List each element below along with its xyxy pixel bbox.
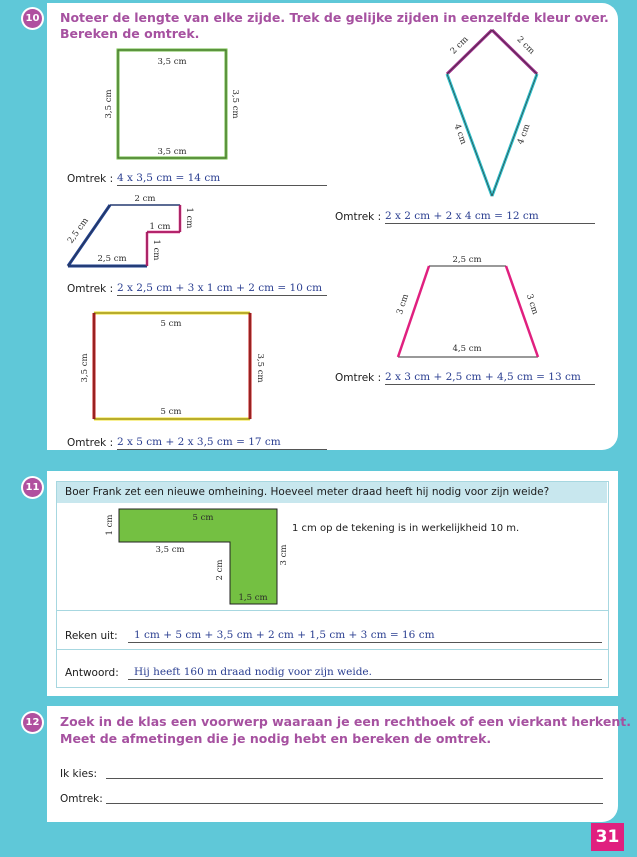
meadow-bottom-label: 1,5 cm <box>238 593 268 603</box>
square-omtrek-label: Omtrek : <box>67 173 114 185</box>
kite-figure <box>447 30 537 196</box>
antwoord-answer[interactable]: Hij heeft 160 m draad nodig voor zijn weide. <box>128 666 602 680</box>
meadow-right-label: 3 cm <box>279 544 289 566</box>
rectangle-left-label: 3,5 cm <box>80 353 90 383</box>
trapezoid-top-label: 2,5 cm <box>452 255 482 265</box>
exercise-12-instruction-1: Zoek in de klas een voorwerp waaraan je een rechthoek of een vierkant herkent. <box>60 714 631 729</box>
exercise-10-instruction-1: Noteer de lengte van elke zijde. Trek de gelijke zijden in eenzelfde kleur over. <box>60 10 609 25</box>
step-omtrek-answer[interactable]: 2 x 2,5 cm + 3 x 1 cm + 2 cm = 10 cm <box>117 282 327 296</box>
square-left-label: 3,5 cm <box>104 89 114 119</box>
meadow-figure <box>0 500 637 620</box>
kite-omtrek-answer[interactable]: 2 x 2 cm + 2 x 4 cm = 12 cm <box>385 210 595 224</box>
rectangle-right-label: 3,5 cm <box>255 353 265 383</box>
rectangle-omtrek-answer[interactable]: 2 x 5 cm + 2 x 3,5 cm = 17 cm <box>117 436 327 450</box>
step-bottom-label: 2,5 cm <box>97 254 127 264</box>
exercise-11-question: Boer Frank zet een nieuwe omheining. Hoeveel meter draad heeft hij nodig voor zijn weide? <box>57 482 607 503</box>
trapezoid-right-label: 3 cm <box>523 292 540 316</box>
kite-omtrek-label: Omtrek : <box>335 211 382 223</box>
step-omtrek-label: Omtrek : <box>67 283 114 295</box>
meadow-left-label: 1 cm <box>105 514 115 536</box>
step-right-label: 1 cm <box>184 207 194 229</box>
kite-lower-left-label: 4 cm <box>451 122 469 146</box>
kite-lower-right-label: 4 cm <box>515 122 533 146</box>
exercise-12-instruction-2: Meet de afmetingen die je nodig hebt en bereken de omtrek. <box>60 731 492 746</box>
omtrek-label: Omtrek: <box>60 793 103 805</box>
trapezoid-left-label: 3 cm <box>395 292 412 316</box>
meadow-inner-vertical-label: 2 cm <box>215 559 225 581</box>
antwoord-label: Antwoord: <box>65 667 119 679</box>
trapezoid-omtrek-label: Omtrek : <box>335 372 382 384</box>
step-inner-label: 1 cm <box>149 222 171 232</box>
rectangle-top-label: 5 cm <box>160 319 182 329</box>
scale-note: 1 cm op de tekening is in werkelijkheid 10 m. <box>292 523 520 534</box>
rectangle-omtrek-label: Omtrek : <box>67 437 114 449</box>
square-bottom-label: 3,5 cm <box>157 147 187 157</box>
reken-label: Reken uit: <box>65 630 118 642</box>
ik-kies-label: Ik kies: <box>60 768 97 780</box>
step-slant-label: 2,5 cm <box>65 216 91 246</box>
kite-upper-right-label: 2 cm <box>514 34 537 57</box>
ik-kies-input[interactable] <box>106 778 603 779</box>
meadow-inner-horizontal-label: 3,5 cm <box>155 545 185 555</box>
trapezoid-omtrek-answer[interactable]: 2 x 3 cm + 2,5 cm + 4,5 cm = 13 cm <box>385 371 595 385</box>
trapezoid-figure <box>395 255 540 357</box>
square-figure <box>104 50 240 158</box>
square-omtrek-answer[interactable]: 4 x 3,5 cm = 14 cm <box>117 172 327 186</box>
trapezoid-bottom-label: 4,5 cm <box>452 344 482 354</box>
square-right-label: 3,5 cm <box>230 89 240 119</box>
square-top-label: 3,5 cm <box>157 57 187 67</box>
rectangle-figure <box>80 313 265 419</box>
omtrek-input[interactable] <box>106 803 603 804</box>
exercise-10-instruction-2: Bereken de omtrek. <box>60 26 200 41</box>
step-figure <box>66 194 194 266</box>
meadow-top-label: 5 cm <box>192 513 214 523</box>
page-number: 31 <box>591 823 624 851</box>
kite-upper-left-label: 2 cm <box>448 34 471 57</box>
exercise-12-number: 12 <box>23 713 42 732</box>
step-lower-label: 1 cm <box>151 239 161 261</box>
rectangle-bottom-label: 5 cm <box>160 407 182 417</box>
divider <box>57 649 608 650</box>
reken-answer[interactable]: 1 cm + 5 cm + 3,5 cm + 2 cm + 1,5 cm + 3 cm = 16 cm <box>128 629 602 643</box>
exercise-11-number: 11 <box>23 478 42 497</box>
step-top-label: 2 cm <box>134 194 156 204</box>
exercise-10-number: 10 <box>23 9 42 28</box>
